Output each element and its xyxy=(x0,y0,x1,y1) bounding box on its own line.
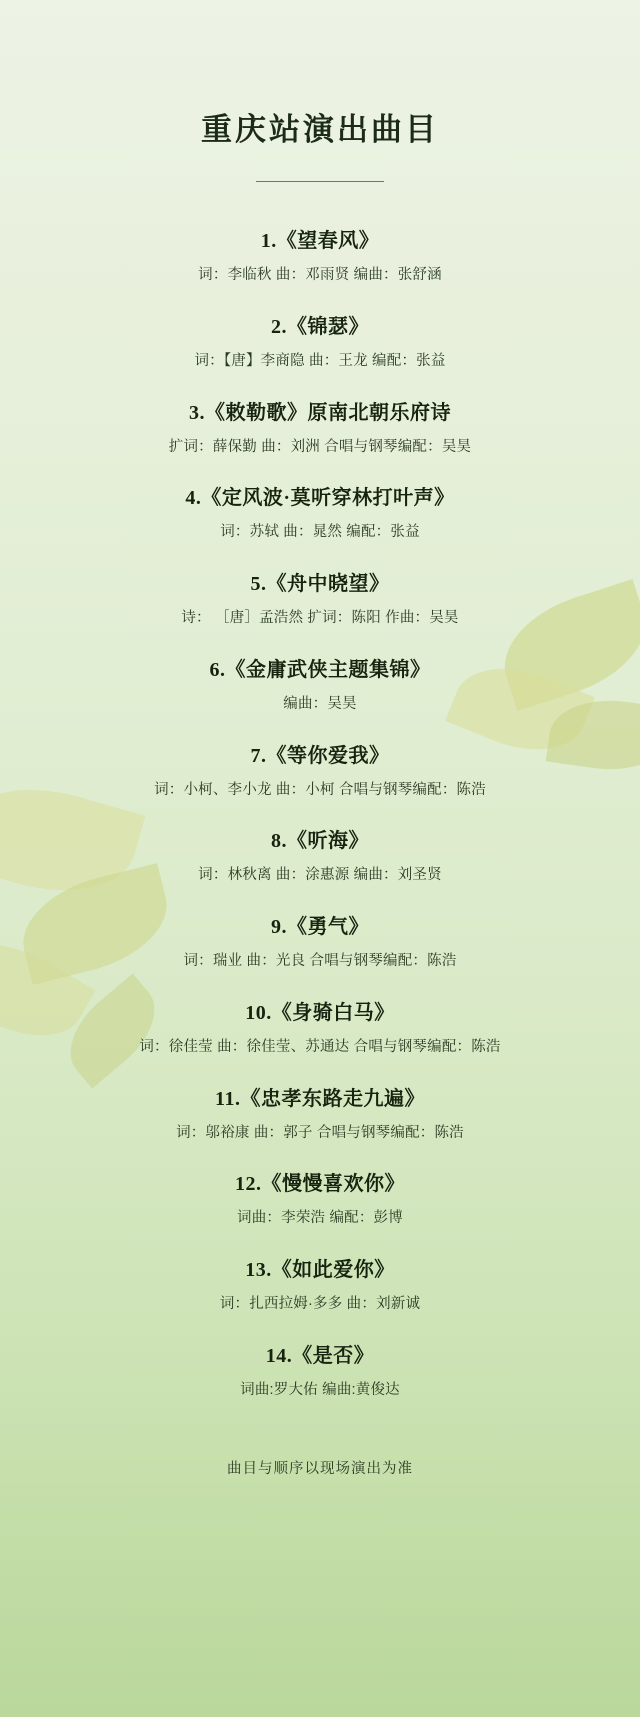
list-item xyxy=(0,569,640,630)
list-item xyxy=(0,998,640,1059)
song-credit: 词：小柯、李小龙 曲：小柯 合唱与钢琴编配：陈浩 xyxy=(154,781,486,798)
song-credit: 词曲:罗大佑 编曲:黄俊达 xyxy=(240,1381,400,1398)
list-item xyxy=(0,741,640,802)
song-title: 9.《勇气》 xyxy=(271,916,369,938)
song-title: 5.《舟中晓望》 xyxy=(250,573,390,595)
list-item xyxy=(0,1084,640,1145)
song-title: 10.《身骑白马》 xyxy=(245,1001,395,1024)
song-credit: 词：李临秋 曲：邓雨贤 编曲：张舒涵 xyxy=(198,267,442,283)
list-item xyxy=(0,483,640,544)
list-item xyxy=(0,1255,640,1316)
song-title: 13.《如此爱你》 xyxy=(245,1259,395,1281)
song-title: 14.《是否》 xyxy=(265,1344,375,1367)
song-title: 8.《听海》 xyxy=(271,830,369,853)
title-divider xyxy=(256,181,384,182)
list-item xyxy=(0,655,640,716)
song-title: 2.《锦瑟》 xyxy=(271,315,369,338)
song-credit: 词：扎西拉姆·多多 曲：刘新诚 xyxy=(219,1296,421,1312)
song-title: 12.《慢慢喜欢你》 xyxy=(235,1173,405,1196)
song-title: 6.《金庸武侠主题集锦》 xyxy=(209,658,431,681)
list-item xyxy=(0,398,640,459)
song-title: 3.《敕勒歌》原南北朝乐府诗 xyxy=(189,401,451,424)
song-list xyxy=(0,226,640,1402)
footer-note: 曲目与顺序以现场演出为准 xyxy=(227,1460,413,1477)
song-credit: 词：林秋离 曲：涂惠源 编曲：刘圣贤 xyxy=(198,867,442,884)
list-item xyxy=(0,826,640,887)
list-item xyxy=(0,312,640,373)
list-item xyxy=(0,1341,640,1402)
page-title: 重庆站演出曲目 xyxy=(201,112,439,147)
list-item xyxy=(0,1169,640,1230)
song-credit: 词：邬裕康 曲：郭子 合唱与钢琴编配：陈浩 xyxy=(176,1124,464,1141)
list-item xyxy=(0,912,640,973)
song-title: 7.《等你爱我》 xyxy=(250,744,390,767)
song-credit: 编曲：吴昊 xyxy=(283,695,357,712)
song-credit: 扩词：薛保勤 曲：刘洲 合唱与钢琴编配：吴昊 xyxy=(168,438,472,455)
song-credit: 诗： ［唐］孟浩然 扩词：陈阳 作曲：吴昊 xyxy=(181,610,459,626)
song-credit: 词：瑞业 曲：光良 合唱与钢琴编配：陈浩 xyxy=(183,953,457,969)
song-title: 11.《忠孝东路走九遍》 xyxy=(215,1087,425,1110)
song-credit: 词：徐佳莹 曲：徐佳莹、苏通达 合唱与钢琴编配：陈浩 xyxy=(139,1038,501,1055)
song-title: 1.《望春风》 xyxy=(260,230,380,252)
list-item xyxy=(0,226,640,287)
song-title: 4.《定风波·莫听穿林打叶声》 xyxy=(185,487,455,510)
song-credit: 词：【唐】李商隐 曲：王龙 编配：张益 xyxy=(194,352,446,369)
song-credit: 词曲：李荣浩 编配：彭博 xyxy=(237,1210,403,1227)
song-credit: 词：苏轼 曲：晁然 编配：张益 xyxy=(220,524,420,541)
